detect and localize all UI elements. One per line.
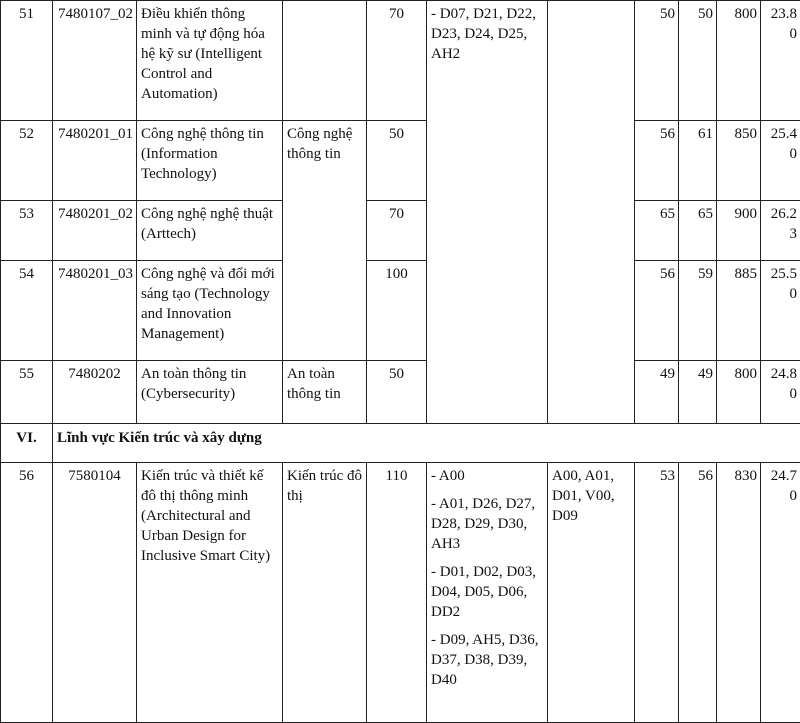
- combo-group: - D01, D02, D03, D04, D05, D06, DD2: [431, 562, 543, 622]
- stt-cell: 52: [1, 121, 53, 201]
- program-code-cell: 7480107_02: [53, 1, 137, 121]
- subject-combos-cell: [427, 463, 548, 723]
- program-code-cell: 7580104: [53, 463, 137, 723]
- combo-group: - D09, AH5, D36, D37, D38, D39, D40: [431, 630, 543, 690]
- table-row-56: [1, 463, 800, 723]
- combo-group: - A01, D26, D27, D28, D29, D30, AH3: [431, 494, 543, 554]
- section-title: Lĩnh vực Kiến trúc và xây dựng: [53, 424, 800, 463]
- score-c-cell: 850: [717, 121, 761, 201]
- quota-cell: 50: [367, 361, 427, 424]
- field-cell: Kiến trúc đô thị: [283, 463, 367, 723]
- program-name-cell: Công nghệ thông tin (Information Technology): [137, 121, 283, 201]
- stt-cell: 51: [1, 1, 53, 121]
- subject-combos-cell: - D07, D21, D22, D23, D24, D25, AH2: [427, 1, 548, 424]
- program-name-cell: Công nghệ nghệ thuật (Arttech): [137, 201, 283, 261]
- quota-cell: 70: [367, 201, 427, 261]
- section-row: [1, 424, 800, 463]
- score-a-cell: 56: [635, 261, 679, 361]
- score-b-cell: 61: [679, 121, 717, 201]
- stt-cell: 55: [1, 361, 53, 424]
- field-cell-empty: [283, 1, 367, 121]
- score-b-cell: 59: [679, 261, 717, 361]
- program-name-cell: Công nghệ và đổi mới sáng tạo (Technology and Innovation Management): [137, 261, 283, 361]
- base-combos-cell-empty: [548, 1, 635, 424]
- score-d-cell: 24.80: [761, 361, 800, 424]
- score-d-cell: 25.50: [761, 261, 800, 361]
- score-a-cell: 65: [635, 201, 679, 261]
- score-b-cell: 49: [679, 361, 717, 424]
- combo-group: - A00: [431, 466, 543, 486]
- score-c-cell: 800: [717, 361, 761, 424]
- score-c-cell: 830: [717, 463, 761, 723]
- program-name-cell: An toàn thông tin (Cybersecurity): [137, 361, 283, 424]
- section-number: VI.: [1, 424, 53, 463]
- score-d-cell: 25.40: [761, 121, 800, 201]
- stt-cell: 53: [1, 201, 53, 261]
- quota-cell: 100: [367, 261, 427, 361]
- score-c-cell: 800: [717, 1, 761, 121]
- stt-cell: 54: [1, 261, 53, 361]
- table-row-53: [1, 201, 800, 261]
- table-row-55: [1, 361, 800, 424]
- score-c-cell: 885: [717, 261, 761, 361]
- program-code-cell: 7480201_01: [53, 121, 137, 201]
- quota-cell: 50: [367, 121, 427, 201]
- field-cell: An toàn thông tin: [283, 361, 367, 424]
- program-code-cell: 7480201_02: [53, 201, 137, 261]
- score-b-cell: 50: [679, 1, 717, 121]
- program-name-cell: Kiến trúc và thiết kế đô thị thông minh (Architectural and Urban Design for Inclusive Smart City): [137, 463, 283, 723]
- score-d-cell: 24.70: [761, 463, 800, 723]
- score-a-cell: 49: [635, 361, 679, 424]
- score-c-cell: 900: [717, 201, 761, 261]
- score-d-cell: 26.23: [761, 201, 800, 261]
- quota-cell: 110: [367, 463, 427, 723]
- score-d-cell: 23.80: [761, 1, 800, 121]
- table-row-54: [1, 261, 800, 361]
- score-b-cell: 65: [679, 201, 717, 261]
- score-a-cell: 56: [635, 121, 679, 201]
- score-a-cell: 50: [635, 1, 679, 121]
- field-cell: Công nghệ thông tin: [283, 121, 367, 361]
- program-code-cell: 7480201_03: [53, 261, 137, 361]
- stt-cell: 56: [1, 463, 53, 723]
- table-row-52: [1, 121, 800, 201]
- program-code-cell: 7480202: [53, 361, 137, 424]
- score-b-cell: 56: [679, 463, 717, 723]
- quota-cell: 70: [367, 1, 427, 121]
- score-a-cell: 53: [635, 463, 679, 723]
- table-row-51: [1, 1, 800, 121]
- base-combos-cell: A00, A01, D01, V00, D09: [548, 463, 635, 723]
- program-name-cell: Điều khiển thông minh và tự động hóa hệ kỹ sư (Intelligent Control and Automation): [137, 1, 283, 121]
